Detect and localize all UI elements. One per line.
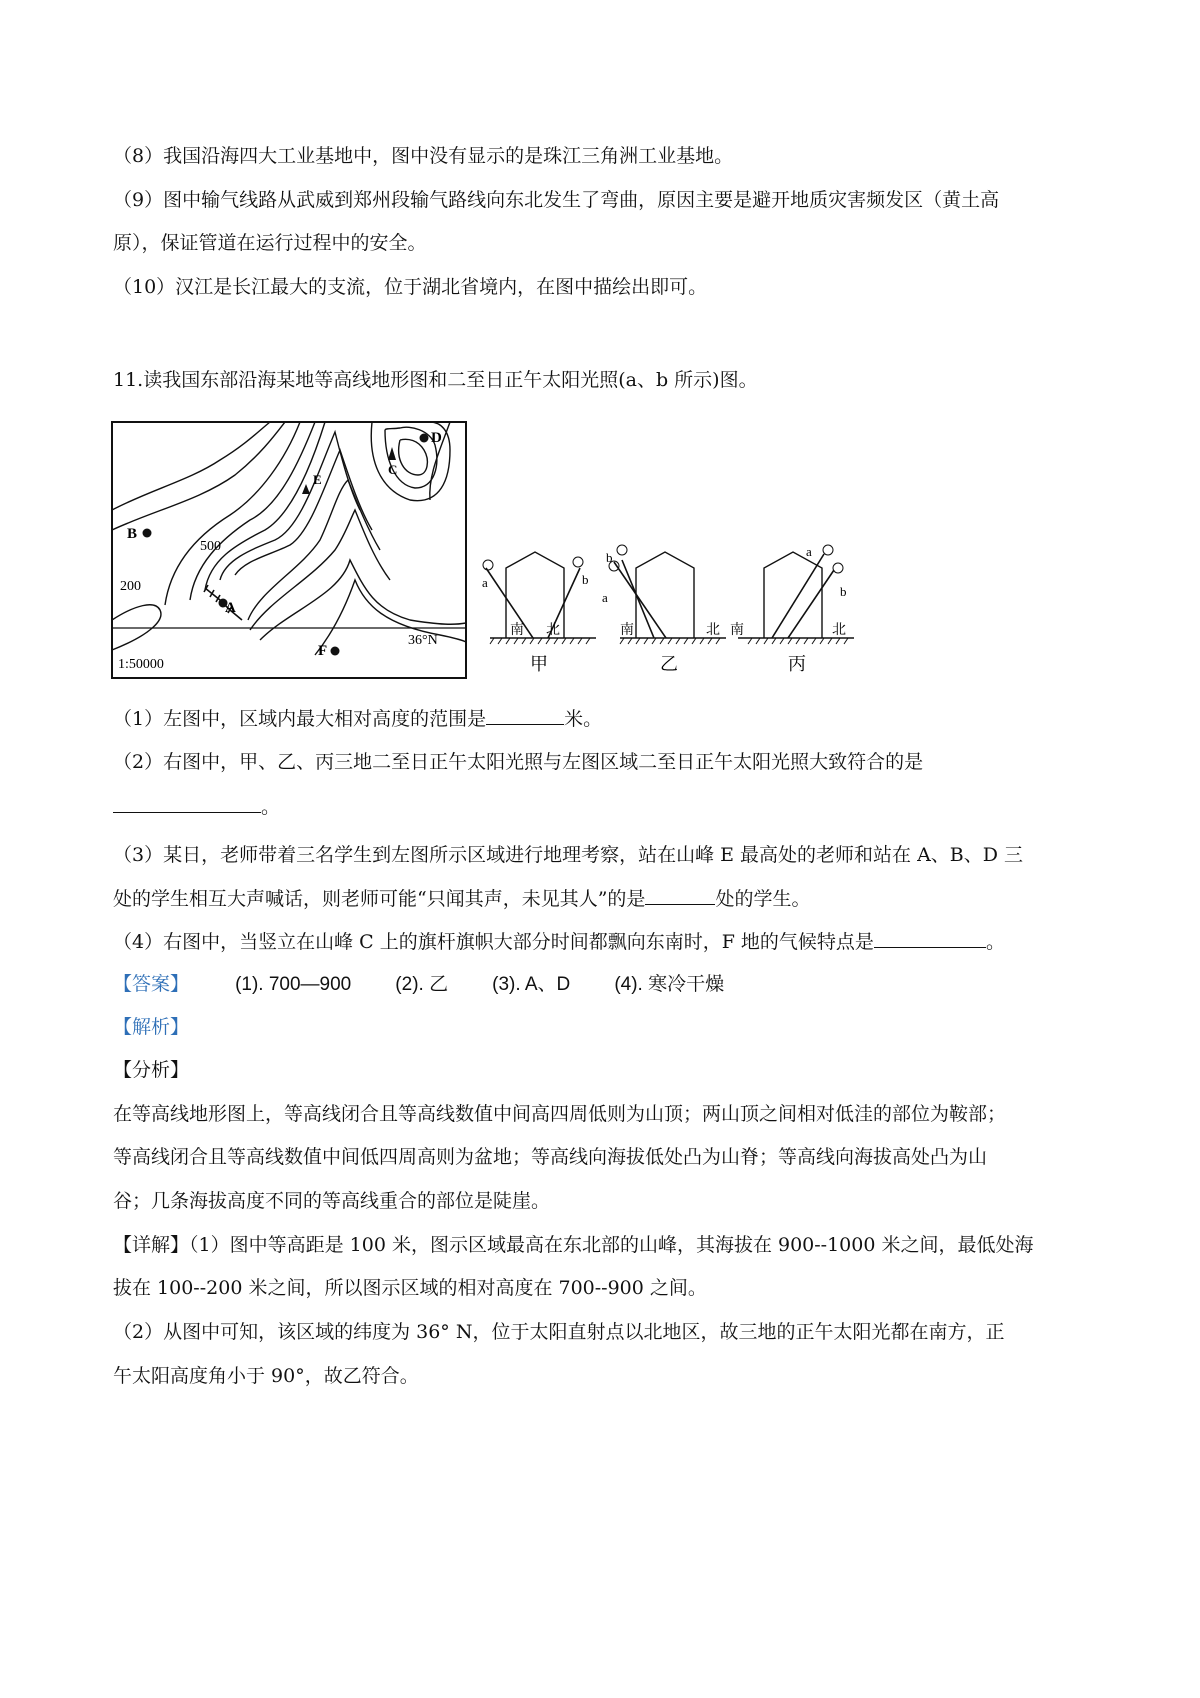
fenxi-line-2: 等高线闭合且等高线数值中间低四周高则为盆地；等高线向海拔低处凸为山脊；等高线向海拔高处凸为山 [113,1146,988,1168]
point-d-dot [420,434,429,443]
q1-answer-blank[interactable] [486,704,564,725]
caption-yi: 乙 [660,654,678,674]
point-b-dot [143,529,152,538]
label-a: A [225,600,236,616]
answer-10: （10）汉江是长江最大的支流，位于湖北省境内，在图中描绘出即可。 [113,276,708,298]
contour-lines [112,422,466,655]
label-south: 南 [510,623,524,638]
sun-icon [573,557,583,567]
ground-hatch-bing [748,638,848,644]
label-north: 北 [832,623,846,638]
diagram-jia [482,552,596,674]
label-south: 南 [730,623,744,638]
detail-tag: 【详解】 [113,1234,190,1256]
ray-label-b: b [840,584,847,599]
q3-text: 处的学生相互大声喊话，则老师可能“只闻其声，未见其人”的是 [113,888,646,910]
ray-label-a: a [602,590,608,605]
q1-text: （1）左图中，区域内最大相对高度的范围是 [113,708,487,730]
fenxi-tag: 【分析】 [113,1059,190,1081]
detail-line-1 [113,1231,1034,1259]
point-f-dot [331,647,340,656]
question-2-line-2 [113,792,280,821]
label-south: 南 [620,623,634,638]
peak-e-triangle [302,484,310,494]
answer-item-2: (2). 乙 [395,974,449,995]
label-b: B [127,526,138,542]
fenxi-line-3: 谷；几条海拔高度不同的等高线重合的部位是陡崖。 [113,1190,551,1212]
detail-2-line-2: 午太阳高度角小于 90°，故乙符合。 [113,1365,419,1387]
q1-unit: 米。 [564,708,603,730]
diagram-bing [730,544,854,674]
label-d: D [431,430,442,446]
answer-line [113,970,724,999]
caption-jia: 甲 [530,654,548,674]
label-f: F [318,643,328,659]
answer-8: （8）我国沿海四大工业基地中，图中没有显示的是珠江三角洲工业基地。 [113,145,734,167]
analysis-tag: 【解析】 [113,1016,190,1038]
sun-icon [823,545,833,555]
answer-item-3: (3). A、D [492,974,571,995]
question-1 [113,704,602,733]
ray-label-a: a [482,575,488,590]
answer-9-line-1: （9）图中输气线路从武威到郑州段输气路线向东北发生了弯曲，原因主要是避开地质灾害频发区（黄土高 [113,189,1000,211]
question-title: 11.读我国东部沿海某地等高线地形图和二至日正午太阳光照(a、b 所示)图。 [113,369,758,391]
ray-label-b: b [582,572,589,587]
house-yi [636,552,694,638]
q4-answer-blank[interactable] [874,927,986,948]
ground-hatch-jia [490,638,590,644]
q3-end: 处的学生。 [715,888,811,910]
contour-label-200: 200 [120,579,141,594]
answer-item-1: (1). 700—900 [235,974,352,995]
label-north: 北 [706,623,720,638]
diagram-yi [602,545,726,674]
sun-icon [833,563,843,573]
sun-icon [483,560,493,570]
q2-end: 。 [261,796,281,818]
question-4 [113,927,1005,956]
question-3-line-2 [113,884,810,913]
answer-item-4: (4). 寒冷干燥 [614,974,725,995]
sun-icon [617,545,627,555]
answer-tag: 【答案】 [113,973,190,995]
label-north: 北 [546,623,560,638]
answer-9-line-2: 原），保证管道在运行过程中的安全。 [113,232,427,254]
label-c: C [388,462,398,477]
detail-1-text: （1）图中等高距是 100 米，图示区域最高在东北部的山峰，其海拔在 900--1000 米之间，最低处海 [189,1234,1034,1256]
q3-answer-blank[interactable] [645,884,715,905]
question-3-line-1: （3）某日，老师带着三名学生到左图所示区域进行地理考察，站在山峰 E 最高处的老师和站在 A、B、D 三 [113,844,1024,866]
sun-diagrams-figure [478,540,878,680]
detail-line-2: 拔在 100--200 米之间，所以图示区域的相对高度在 700--900 之间。 [113,1277,707,1299]
house-bing [764,552,822,638]
q4-text: （4）右图中，当竖立在山峰 C 上的旗杆旗帜大部分时间都飘向东南时，F 地的气候特点是 [113,931,874,953]
caption-bing: 丙 [788,654,806,674]
q4-end: 。 [985,931,1005,953]
ground-hatch-yi [620,638,720,644]
peak-c-triangle [388,447,396,460]
ray-label-b: b [606,550,613,565]
label-e: E [313,472,322,487]
contour-label-500: 500 [200,539,221,554]
scale-label: 1:50000 [118,657,164,672]
latitude-label: 36°N [408,633,438,648]
detail-2-line-1: （2）从图中可知，该区域的纬度为 36° N，位于太阳直射点以北地区，故三地的正午太阳光都在南方，正 [113,1321,1005,1343]
fenxi-line-1: 在等高线地形图上，等高线闭合且等高线数值中间高四周低则为山顶；两山顶之间相对低洼的部位为鞍部； [113,1103,1007,1125]
question-2-line-1: （2）右图中，甲、乙、丙三地二至日正午太阳光照与左图区域二至日正午太阳光照大致符合的是 [113,751,924,773]
contour-map-figure [110,420,470,682]
ray-b-bing [788,570,834,638]
ray-label-a: a [806,544,812,559]
q2-answer-blank[interactable] [113,792,261,813]
